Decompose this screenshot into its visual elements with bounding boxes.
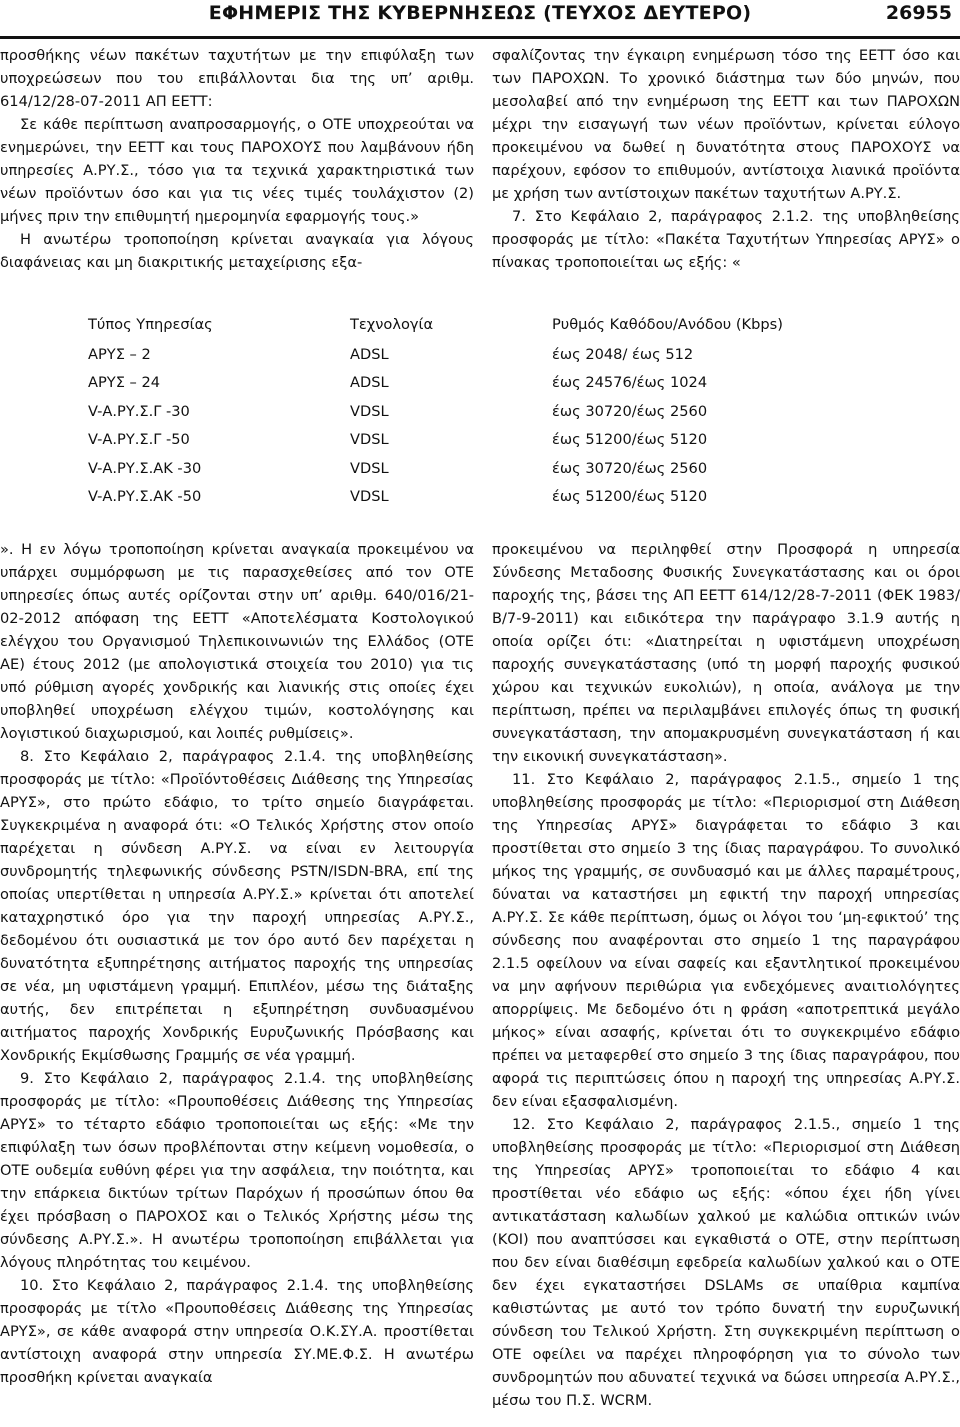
technology-cell: ADSL: [350, 345, 389, 363]
service-type-cell: ΑΡΥΣ – 24: [88, 374, 161, 392]
paragraph: 10. Στο Κεφάλαιο 2, παράγραφος 2.1.4. της υποβληθείσης προσφοράς με τίτλο «Προυποθέσεις Διάθεσης της Υπηρεσίας ΑΡΥΣ», σε κάθε αναφορά στην υπηρεσία Ο.Κ.ΣΥ.Α. προστίθεται αντίστοιχη αναφορά στην υπηρεσία ΣΥ.ΜΕ.Φ.Σ. Η ανωτέρω προσθήκη κρίνεται αναγκαία: [0, 1277, 474, 1386]
paragraph: 7. Στο Κεφάλαιο 2, παράγραφος 2.1.2. της υποβληθείσης προσφοράς με τίτλο: «Πακέτα Ταχυτήτων Υπηρεσίας ΑΡΥΣ» ο πίνακας τροποποιείται ως εξής: «: [492, 208, 960, 271]
technology-cell: VDSL: [350, 459, 389, 477]
table-row: [88, 454, 852, 483]
column-header-rate: Ρυθμός Καθόδου/Ανόδου (Kbps): [552, 315, 783, 333]
service-type-cell: V-Α.ΡΥ.Σ.ΑΚ -30: [88, 459, 202, 477]
table-row: [88, 426, 852, 455]
paragraph: 8. Στο Κεφάλαιο 2, παράγραφος 2.1.4. της υποβληθείσης προσφοράς με τίτλο: «Προϊόντοθέσεις Διάθεσης της Υπηρεσίας ΑΡΥΣ», στο πρώτο εδάφιο, το τρίτο σημείο διαγράφεται. Συγκεκριμένα η αναφορά ότι: «Ο Τελικός Χρήστης στον οποίο παρέχεται η σύνδεση Α.ΡΥ.Σ. να είναι εν λειτουργία συνδρομητής τηλεφωνικής σύνδεσης PSTN/ISDN-BRA, επί της οποίας υπερτίθεται η υπηρεσία Α.ΡΥ.Σ.» κρίνεται ότι αποτελεί καταχρηστικό όρο για την παροχή υπηρεσίας Α.ΡΥ.Σ., δεδομένου ότι ουσιαστικά με τον όρο αυτό δεν παρέχεται η δυνατότητα εξυπηρέτησης αιτήματος παροχής της υπηρεσίας σε νέα, μη υφιστάμενη γραμμή. Επιπλέον, μέσω της διάταξης αυτής, δεν επιτρέπεται η εξυπηρέτηση συνδυασμένου αιτήματος παροχής Χονδρικής Ευρυζωνικής Πρόσβασης και Χονδρικής Εκμίσθωσης Γραμμής σε νέα γραμμή.: [0, 748, 474, 1064]
service-type-cell: V-Α.ΡΥ.Σ.ΑΚ -50: [88, 488, 202, 506]
gazette-header-title: ΕΦΗΜΕΡΙΣ ΤΗΣ ΚΥΒΕΡΝΗΣΕΩΣ (ΤΕΥΧΟΣ ΔΕΥΤΕΡΟ): [208, 2, 752, 24]
technology-cell: ADSL: [350, 374, 389, 392]
header-rule: [0, 36, 960, 39]
column-bottom-left: [0, 538, 474, 1389]
table-row: [88, 483, 852, 512]
paragraph: 9. Στο Κεφάλαιο 2, παράγραφος 2.1.4. της υποβληθείσης προσφοράς με τίτλο: «Προυποθέσεις Διάθεσης της Υπηρεσίας ΑΡΥΣ» το τέταρτο εδάφιο τροποποιείται ως εξής: «Με την επιφύλαξη των όσων προβλέπονται στην κείμενη νομοθεσία, ο ΟΤΕ ουδεμία ευθύνη φέρει για την ασφάλεια, την ποιότητα, και την επάρκεια δικτύων τρίτων Παρόχων ή προσώπων όπου θα έχει πρόσβαση ο ΠΑΡΟΧΟΣ και ο Τελικός Χρήστης μέσω της σύνδεσης Α.ΡΥ.Σ.». Η ανωτέρω τροποποίηση επιβάλλεται για λόγους πληρότητας του κειμένου.: [0, 1070, 474, 1271]
table-row: [88, 369, 852, 398]
service-type-cell: ΑΡΥΣ – 2: [88, 345, 151, 363]
column-bottom-right: [492, 538, 960, 1412]
technology-cell: VDSL: [350, 431, 389, 449]
speed-packages-table: [88, 310, 852, 511]
paragraph: προσθήκης νέων πακέτων ταχυτήτων με την επιφύλαξη των υποχρεώσεων που του επιβάλλονται δια της υπ’ αριθμ. 614/12/28-07-2011 ΑΠ ΕΕΤΤ:: [0, 47, 474, 110]
column-top-left: [0, 44, 474, 274]
rate-cell: έως 30720/έως 2560: [552, 459, 708, 477]
column-top-right: [492, 44, 960, 274]
paragraph: 12. Στο Κεφάλαιο 2, παράγραφος 2.1.5., σημείο 1 της υποβληθείσης προσφοράς με τίτλο: «Περιορισμοί στη Διάθεση της Υπηρεσίας ΑΡΥΣ» τροποποιείται το εδάφιο 4 και προστίθεται νέο εδάφιο ως εξής: «όπου έχει ήδη γίνει αντικατάσταση καλωδίων χαλκού με καλώδια οπτικών ινών (ΚΟΙ) που αναπτύσσει και εγκαθιστά ο ΟΤΕ, στην περίπτωση που δεν είναι διαθέσιμη εφεδρεία καλωδίων χαλκού και ο ΟΤΕ δεν έχει εγκαταστήσει DSLAMs σε υπαίθρια καμπίνα καθιστώντας με αυτό τον τρόπο δυνατή την ευρυζωνική σύνδεση του Τελικού Χρήστη. Στη συγκεκριμένη περίπτωση ο ΟΤΕ οφείλει να παρέχει πληροφόρηση για το σύνολο των συνδρομητών που αδυνατεί τεχνικά να δώσει υπηρεσία Α.ΡΥ.Σ., μέσω του Π.Σ. WCRM.: [492, 1116, 960, 1409]
paragraph: 11. Στο Κεφάλαιο 2, παράγραφος 2.1.5., σημείο 1 της υποβληθείσης προσφοράς με τίτλο: «Περιορισμοί στη Διάθεση της Υπηρεσίας ΑΡΥΣ» διαγράφεται το εδάφιο 3 και προστίθεται στο σημείο 3 της ίδιας παραγράφου. Το συνολικό μήκος της γραμμής, σε συνδυασμό και με άλλες παραμέτρους, δύναται να καταστήσει μη εφικτή την παροχή υπηρεσίας Α.ΡΥ.Σ. Σε κάθε περίπτωση, όμως οι λόγοι του ‘μη-εφικτού’ της σύνδεσης που αναφέρονται στο σημείο 1 της παραγράφου 2.1.5 οφείλουν να είναι σαφείς και εξαντλητικοί προκειμένου να μην αφήνουν περιθώρια για ενδεχόμενες αναιτιολόγητες απορρίψεις. Με δεδομένο ότι η φράση «αποτρεπτικά μεγάλο μήκος» είναι ασαφής, κρίνεται ότι το συγκεκριμένο εδάφιο πρέπει να μεταφερθεί στο σημείο 3 της ίδιας παραγράφου, που αφορά τις περιπτώσεις όπου η παροχή της υπηρεσίας Α.ΡΥ.Σ. δεν είναι εξασφαλισμένη.: [492, 771, 960, 1110]
table-row: [88, 340, 852, 369]
paragraph: ». Η εν λόγω τροποποίηση κρίνεται αναγκαία προκειμένου να υπάρχει συμμόρφωση με τις παρασχεθείσες από τον ΟΤΕ υπηρεσίες όπως αυτές ορίζονται στην υπ’ αριθμ. 640/016/21-02-2012 απόφαση της ΕΕΤΤ «Αποτελέσματα Κοστολογικού ελέγχου του Οργανισμού Τηλεπικοινωνιών της Ελλάδος (ΟΤΕ ΑΕ) έτους 2012 (με απολογιστικά στοιχεία του 2010) για τις υπό ρύθμιση αγορές χονδρικής και λιανικής στις οποίες έχει υποβληθεί υποχρέωση ελέγχου τιμών, κοστολόγησης και λογιστικού διαχωρισμού, και λοιπές ρυθμίσεις».: [0, 541, 474, 742]
service-type-cell: V-Α.ΡΥ.Σ.Γ -30: [88, 402, 190, 420]
paragraph: προκειμένου να περιληφθεί στην Προσφορά η υπηρεσία Σύνδεσης Μεταδοσης Φυσικής Συνεγκατάστασης και οι όροι παροχής της, βάσει της ΑΠ ΕΕΤΤ 614/12/28-7-2011 (ΦΕΚ 1983/Β/7-9-2011) και ειδικότερα την παράγραφο 3.1.9 αυτής η οποία ορίζει ότι: «Διατηρείται η υφιστάμενη υποχρέωση παροχής συνεγκατάστασης (υπό τη μορφή παροχής φυσικού χώρου και τεχνικών ευκολιών), η οποία, ανάλογα με την περίπτωση, πρέπει να περιλαμβάνει επιλογές όπως τη φυσική συνεγκατάσταση, την απομακρυσμένη συνεγκατάσταση ή και την εικονική συνεγκατάσταση».: [492, 541, 960, 765]
rate-cell: έως 24576/έως 1024: [552, 374, 708, 392]
rate-cell: έως 51200/έως 5120: [552, 488, 708, 506]
rate-cell: έως 51200/έως 5120: [552, 431, 708, 449]
page-number: 26955: [885, 2, 952, 24]
paragraph: Η ανωτέρω τροποποίηση κρίνεται αναγκαία για λόγους διαφάνειας και μη διακριτικής μεταχείρισης εξα-: [0, 231, 474, 271]
service-type-cell: V-Α.ΡΥ.Σ.Γ -50: [88, 431, 190, 449]
rate-cell: έως 30720/έως 2560: [552, 402, 708, 420]
paragraph: Σε κάθε περίπτωση αναπροσαρμογής, ο ΟΤΕ υποχρεούται να ενημερώνει, την ΕΕΤΤ και τους ΠΑΡΟΧΟΥΣ που λαμβάνουν ήδη υπηρεσίες Α.ΡΥ.Σ., τόσο για τα τεχνικά χαρακτηριστικά των νέων προϊόντων όσο και για τις νέες τιμές τουλάχιστον (2) μήνες πριν την επιθυμητή ημερομηνία εφαρμογής τους.»: [0, 116, 474, 225]
table-row: [88, 397, 852, 426]
column-header-technology: Τεχνολογία: [350, 315, 434, 333]
table-header-row: [88, 310, 852, 340]
rate-cell: έως 2048/ έως 512: [552, 345, 694, 363]
paragraph: σφαλίζοντας την έγκαιρη ενημέρωση τόσο της ΕΕΤΤ όσο και των ΠΑΡΟΧΩΝ. Το χρονικό διάστημα των δύο μηνών, που μεσολαβεί από την ενημέρωση της ΕΕΤΤ και των ΠΑΡΟΧΩΝ μέχρι την εισαγωγή των νέων προϊόντων, κρίνεται εύλογο προκειμένου να δωθεί η δυνατότητα στους ΠΑΡΟΧΟΥΣ να παρέχουν, εφόσον το επιθυμούν, αντίστοιχα λιανικά προϊόντα με χρήση των αντίστοιχων πακέτων ταχυτήτων Α.ΡΥ.Σ.: [492, 47, 960, 202]
column-header-service-type: Τύπος Υπηρεσίας: [88, 315, 213, 333]
technology-cell: VDSL: [350, 488, 389, 506]
technology-cell: VDSL: [350, 402, 389, 420]
